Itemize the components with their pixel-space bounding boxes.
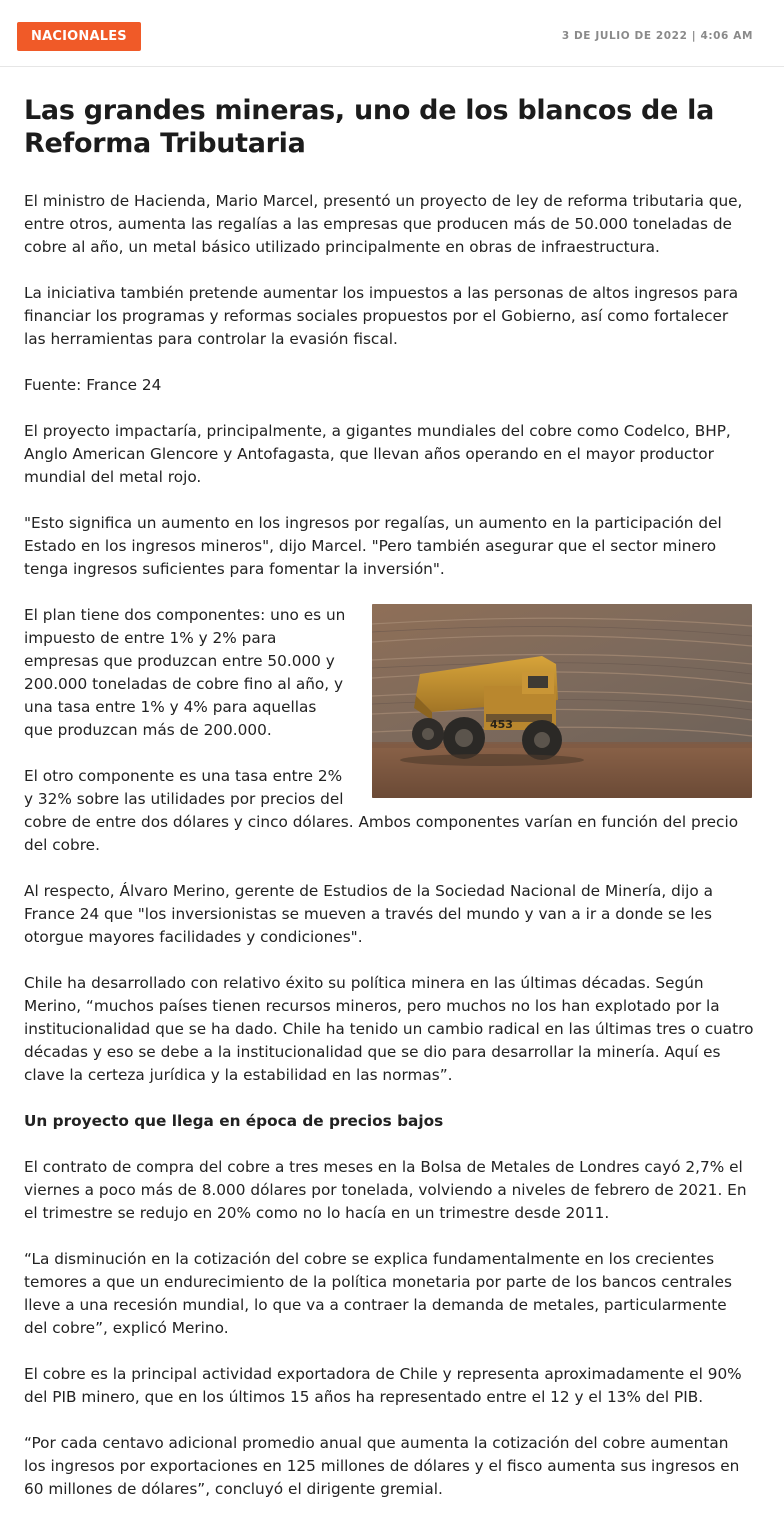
paragraph: Chile ha desarrollado con relativo éxito su política minera en las últimas décadas. Según Merino, “muchos países tienen recursos mineros, pero muchos no los han explotado por la institucionalidad que se ha dado. Chile ha tenido un cambio radical en las últimas tres o cuatro décadas y eso se debe a la institucionalidad que se dio para desarrollar la minería. Aquí es clave la certeza jurídica y la estabilidad en las normas”.: [24, 974, 754, 1084]
paragraph: La iniciativa también pretende aumentar los impuestos a las personas de altos ingresos para financiar los programas y reformas sociales propuestos por el Gobierno, así como fortalecer las herramientas para controlar la evasión fiscal.: [24, 284, 739, 348]
article-header-bar: [0, 0, 784, 67]
mining-truck-photo: [372, 604, 752, 798]
paragraph: El otro componente es una tasa entre 2% y 32% sobre las utilidades por precios del cobre de entre dos dólares y cinco dólares. Ambos componentes varían en función del precio del cobre.: [24, 767, 739, 854]
paragraph: El plan tiene dos componentes: uno es un impuesto de entre 1% y 2% para empresas que produzcan entre 50.000 y 200.000 toneladas de cobre fino al año, y una tasa entre 1% y 4% para aquellas que produzcan más de 200.000.: [24, 606, 346, 739]
category-badge[interactable]: NACIONALES: [17, 22, 141, 51]
paragraph: “La disminución en la cotización del cobre se explica fundamentalmente en los crecientes temores a que un endurecimiento de la política monetaria por parte de los bancos centrales lleve a una recesión mundial, lo que va a contraer la demanda de metales, particularmente del cobre”, explicó Merino.: [24, 1250, 732, 1337]
paragraph: "Esto significa un aumento en los ingresos por regalías, un aumento en la participación del Estado en los ingresos mineros", dijo Marcel. "Pero también asegurar que el sector minero tenga ingresos suficientes para fomentar la inversión".: [24, 514, 722, 578]
paragraph: El proyecto impactaría, principalmente, a gigantes mundiales del cobre como Codelco, BHP, Anglo American Glencore y Antofagasta, que llevan años operando en el mayor productor mundial del metal rojo.: [24, 422, 731, 486]
source-line: Fuente: France 24: [24, 376, 162, 394]
paragraph: “Por cada centavo adicional promedio anual que aumenta la cotización del cobre aumentan los ingresos por exportaciones en 125 millones de dólares y el fisco aumenta sus ingresos en 60 millones de dólares”, concluyó el dirigente gremial.: [24, 1434, 740, 1498]
paragraph: Al respecto, Álvaro Merino, gerente de Estudios de la Sociedad Nacional de Minería, dijo a France 24 que "los inversionistas se mueven a través del mundo y van a ir a donde se les otorgue mayores facilidades y condiciones".: [24, 882, 713, 946]
article-title: Las grandes mineras, uno de los blancos de la Reforma Tributaria: [24, 95, 715, 159]
paragraph: El cobre es la principal actividad exportadora de Chile y representa aproximadamente el 90% del PIB minero, que en los últimos 15 años ha representado entre el 12 y el 13% del PIB.: [24, 1365, 742, 1406]
article-body: [24, 190, 754, 1524]
photo-illustration: [372, 604, 752, 798]
truck-number: 453: [490, 718, 513, 731]
section-subheading: Un proyecto que llega en época de precios bajos: [24, 1112, 444, 1130]
paragraph: El contrato de compra del cobre a tres meses en la Bolsa de Metales de Londres cayó 2,7% el viernes a poco más de 8.000 dólares por tonelada, volviendo a niveles de febrero de 2021. En el trimestre se redujo en 20% como no lo hacía en un trimestre desde 2011.: [24, 1158, 747, 1222]
publish-date: 3 DE JULIO DE 2022 | 4:06 AM: [561, 30, 753, 42]
paragraph: El ministro de Hacienda, Mario Marcel, presentó un proyecto de ley de reforma tributaria que, entre otros, aumenta las regalías a las empresas que producen más de 50.000 toneladas de cobre al año, un metal básico utilizado principalmente en obras de infraestructura.: [24, 192, 743, 256]
